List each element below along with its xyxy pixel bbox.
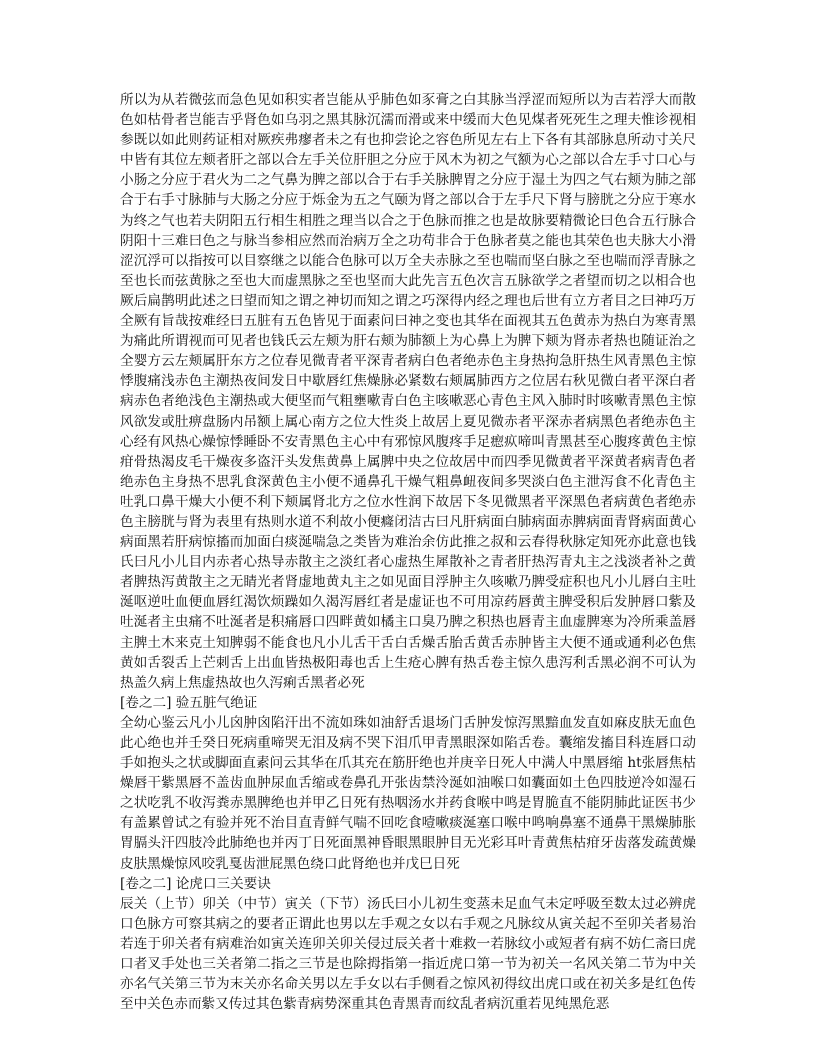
section-heading-tiger-mouth-three-gates: [卷之二] 论虎口三关要诀 <box>120 875 271 892</box>
section-heading-five-organs-exhaustion: [卷之二] 验五脏气绝证 <box>120 694 258 711</box>
document-page <box>120 90 696 1014</box>
paragraph-tiger-mouth-three-gates: 辰关（上节）卯关（中节）寅关（下节）汤氏曰小儿初生变蒸未足血气未定呼吸至数太过必辨虎口色脉方可察其病之的要者正谓此也男以左手观之女以右手观之凡脉纹从寅关起不至卯关者易治若连于卯关者有病难治如寅关连卯关卯关侵过辰关者十难救一若脉纹小或短者有病不妨仁斋曰虎口者叉手处也三关者第二指之三节是也除拇指第一指近虎口第一节为初关一名风关第二节为中关亦名气关第三节为末关亦名命关男以左手女以右手侧看之惊风初得纹出虎口或在初关多是红色传至中关色赤而紫又传过其色紫青病势深重其色青黑青而纹乱者病沉重若见纯黑危恶 <box>120 895 696 1013</box>
paragraph-five-organs-exhaustion: 全幼心鉴云凡小儿囟肿囟陷汗出不流如珠如油舒舌退场门舌肿发惊泻黑黯血发直如麻皮肤无血色此心绝也并壬癸日死病重啼哭无泪及病不哭下泪爪甲青黑眼深如陷舌卷。囊缩发搐目科连唇口动手如抱头之状或脚面直素问云其华在爪其充在筋肝绝也并庚辛日死人中满人中黑唇缩 ht张唇焦枯燥唇干紫黑唇不盖齿血肿尿血舌缩或卷鼻孔开张齿禁泠涎如油喉口如囊面如土色四肢逆冷如湿石之状吃乳不收泻粪赤黑脾绝也并甲乙日死有热咽汤水并药食喉中鸣是胃脆直不能阴肺此证医书少有盖累曾试之有验并死不治目直青鲜气喘不回吃食噎嗽痰涎塞口喉中鸣响鼻塞不通鼻干黑燥肺胀胃膈头汗四肢冷此肺绝也并丙丁日死面黑神昏眼黑眼肿目无光彩耳叶青黄焦枯疳牙齿落发疏黄燥皮肤黑燥惊风咬乳戛齿泄屁黑色绕口此肾绝也并戊巳日死 <box>120 714 696 872</box>
paragraph-color-pulse-diagnosis: 所以为从若微弦而急色见如积实者岂能从乎肺色如豕膏之白其脉当浮涩而短所以为吉若浮大而散色如枯骨者岂能吉乎肾色如乌羽之黑其脉沉濡而滑或来中缓而大色见煤者死死生之理夫惟诊视相参既以如此则药证相对厥疾弗瘳者未之有也抑尝论之容色所见左右上下各有其部脉息所动寸关尺中皆有其位左颊者肝之部以合左手关位肝胆之分应于风木为初之气额为心之部以合左手寸口心与小肠之分应于君火为二之气鼻为脾之部以合于右手关脉脾胃之分应于湿土为四之气右颊为肺之部合于右手寸脉肺与大肠之分应于烁金为五之气颐为肾之部以合于左手尺下肾与膀胱之分应于寒水为终之气也若夫阴阳五行相生相胜之理当以合之于色脉而推之也是故脉要精微论曰色合五行脉合阴阳十三难曰色之与脉当参相应然而治病万全之功苟非合于色脉者莫之能也其荣色也夫脉大小滑涩沉浮可以指按可以目察继之以能合色脉可以万全夫赤脉之至也喘而坚白脉之至也喘而浮青脉之至也长而弦黄脉之至也大而虚黑脉之至也坚而大此先言五色次言五脉欲学之者望而切之以相合也厥后扁鹊明此述之曰望而知之谓之神切而知之谓之巧深得内经之理也后世有立方者目之曰神巧万全厥有旨哉按难经曰五脏有五色皆见于面素问曰神之变也其华在面视其五色黄赤为热白为寒青黑为痛此所谓视而可见者也钱氏云左颊为肝右颊为肺额上为心鼻上为脾下颊为肾赤者热也随证治之全婴方云左颊属肝东方之位春见微青者平深青者病白色者绝赤色主身热拘急肝热生风青黑色主惊悸腹痛浅赤色主潮热夜间发日中歇唇红焦燥脉必紧数右颊属肺西方之位居右秋见微白者平深白者病赤色者绝浅色主潮热或大便坚而气粗壅嗽青白色主咳嗽恶心青色主风入肺时时咳嗽青黑色主惊风欲发或肚痹盘肠内吊额上属心南方之位大性炎上故居上夏见微赤者平深赤者病黑色者绝赤色主心经有风热心燥惊悸睡卧不安青黑色主心中有邪惊风腹疼手足瘛疭啼叫青黑甚至心腹疼黄色主惊疳骨热渴皮毛干燥夜多盗汗头发焦黄鼻上属脾中央之位故居中而四季见微黄者平深黄者病青色者绝赤色主身热不思乳食深黄色主小便不通鼻孔干燥气粗鼻衄夜间多哭淡白色主泄泻食不化青色主吐乳口鼻干燥大小便不利下颊属肾北方之位水性润下故居下冬见微黑者平深黑色者病黄色者绝赤色主膀胱与肾为表里有热则水道不利故小便癃闭洁古曰凡肝病面白肺病面赤脾病面青肾病面黄心病面黑若肝病惊搐而加面白痰涎喘急之类皆为难治余仿此推之叔和云春得秋脉定知死亦此意也钱氏曰凡小儿目内赤者心热导赤散主之淡红者心虚热生犀散补之青者肝热泻青丸主之浅淡者补之黄者脾热泻黄散主之无睛光者肾虚地黄丸主之如见面目浮肿主久咳嗽乃脾受症积也凡小儿唇白主吐涎呕逆吐血便血唇红渴饮烦躁如久渴泻唇红者是虚证也不可用凉药唇黄主脾受积后发肿唇口紫及吐涎者主虫痛不吐涎者是积痛唇口四畔黄如橘主口臭乃脾之积热也唇青主血虚脾寒为冷所乘盖唇主脾土木来克土知脾弱不能食也凡小儿舌干舌白舌燥舌胎舌黄舌赤肿皆主大便不通或通利必色焦黄如舌裂舌上芒刺舌上出血皆热极阳毒也舌上生疮心脾有热舌卷主惊久患泻利舌黑必润不可认为热盖久病上焦虚热故也久泻痢舌黑者必死 <box>120 92 696 691</box>
